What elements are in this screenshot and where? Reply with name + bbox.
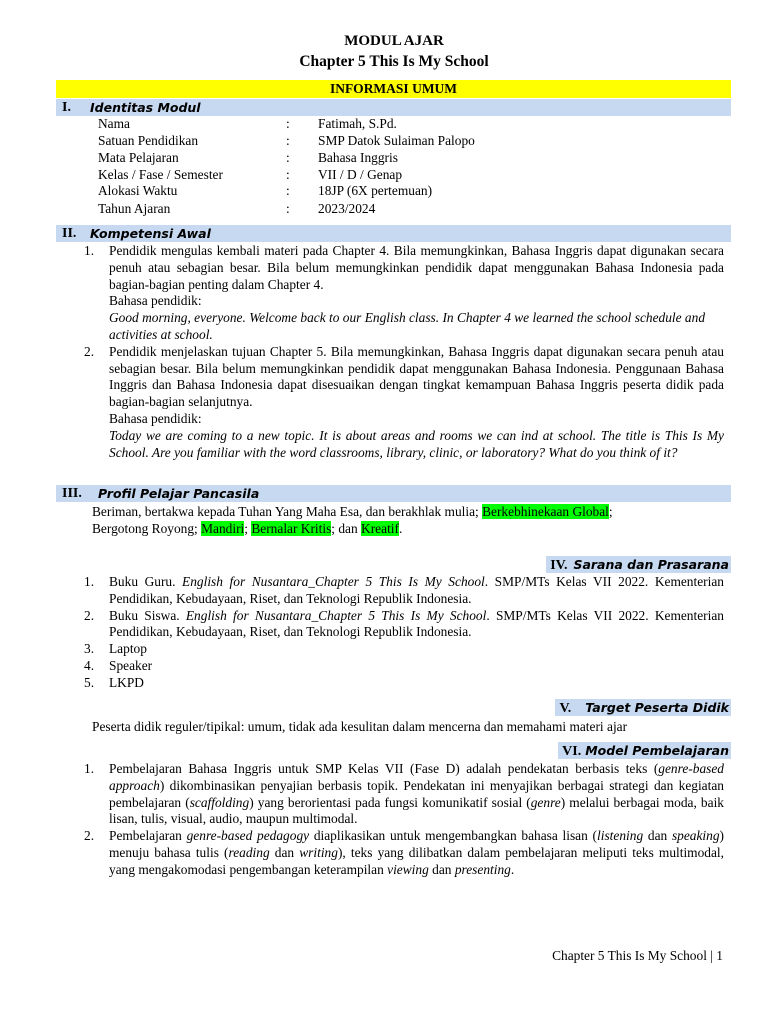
profil-text: Beriman, bertakwa kepada Tuhan Yang Maha Esa, dan berakhlak mulia; <box>92 504 483 519</box>
identitas-key: Nama <box>98 116 130 131</box>
identitas-colon: : <box>286 201 290 216</box>
section-number: VI. <box>562 744 582 759</box>
section-label: Target Peserta Didik <box>585 700 729 715</box>
section-label: Sarana dan Prasarana <box>573 557 729 572</box>
item-text: . SMP/MTs Kelas VII 2022. Kementerian Pendidikan, Kebudayaan, Riset, dan Teknologi Republik Indonesia. <box>109 607 724 640</box>
list-number: 3. <box>84 641 95 657</box>
section-heading-profil <box>56 485 731 502</box>
term: speaking <box>671 828 720 844</box>
item-text: Buku Siswa. <box>109 607 186 623</box>
item-text: Speaker <box>109 657 153 673</box>
book-title: English for Nusantara_Chapter 5 This Is My School <box>182 574 485 589</box>
sarana-list <box>84 574 724 692</box>
item-text: . SMP/MTs Kelas VII 2022. Kementerian Pendidikan, Kebudayaan, Riset, dan Teknologi Republik Indonesia. <box>109 574 724 606</box>
teacher-speech: Good morning, everyone. Welcome back to our English class. In Chapter 4 we learned the school schedule and activities at school. <box>109 310 706 342</box>
list-item <box>84 761 724 828</box>
section-number: II. <box>62 226 77 241</box>
model-list <box>84 761 724 879</box>
list-item <box>84 641 724 658</box>
document-title: MODUL AJAR <box>344 33 444 49</box>
identitas-colon: : <box>286 150 290 165</box>
term: genre-based approach <box>109 761 724 793</box>
identitas-key: Tahun Ajaran <box>98 201 171 216</box>
list-number: 2. <box>84 343 95 359</box>
teacher-speech: Today we are coming to a new topic. It is about areas and rooms we can ind at school. The title is This Is My School. Are you familiar with the word classrooms, library, clinic, or laboratory? What do you think of it? <box>109 427 724 460</box>
list-item <box>84 243 724 344</box>
item-text: diaplikasikan untuk mengembangkan bahasa lisan ( <box>309 828 598 844</box>
separator: ; <box>244 521 252 536</box>
separator: ; <box>608 504 613 519</box>
section-number: I. <box>62 100 71 115</box>
term: writing <box>299 844 338 860</box>
profil-paragraph-line2 <box>92 520 732 537</box>
identitas-key: Alokasi Waktu <box>98 183 178 198</box>
list-number: 1. <box>84 243 95 258</box>
list-number: 2. <box>84 607 95 623</box>
term: listening <box>597 828 644 844</box>
list-item <box>84 675 724 692</box>
identitas-key: Mata Pelajaran <box>98 150 179 165</box>
item-text: ) melalui berbagai moda, baik lisan, tulis, visual, audio, maupun multimodal. <box>109 794 724 827</box>
list-number: 5. <box>84 674 95 690</box>
paragraph-label: Bahasa pendidik: <box>109 293 202 309</box>
item-text: ), teks yang dilibatkan dalam pembelajaran meliputi teks multimodal, yang mengakomodasi pengembangan keterampilan <box>109 844 725 877</box>
section-heading-model <box>558 742 731 759</box>
paragraph: Pendidik mengulas kembali materi pada Chapter 4. Bila memungkinkan, Bahasa Inggris dapat digunakan secara penuh atau sebagian besar. Bila belum memungkinkan pendidik dapat menggunakan Bahasa Indonesia pada bagian-bagian penting dalam Chapter 4. <box>109 243 724 292</box>
item-text: ) menuju bahasa tulis ( <box>109 828 725 860</box>
separator: . <box>398 521 403 536</box>
section-number: IV. <box>550 558 568 573</box>
section-heading-identitas <box>56 99 731 116</box>
profil-text: Bergotong Royong; <box>92 521 202 536</box>
identitas-colon: : <box>286 183 290 198</box>
identitas-value: Fatimah, S.Pd. <box>318 116 397 131</box>
book-title: English for Nusantara_Chapter 5 This Is My School <box>185 607 487 623</box>
term: genre <box>530 794 561 810</box>
section-label: Profil Pelajar Pancasila <box>98 486 260 501</box>
identitas-value: 2023/2024 <box>318 201 376 216</box>
paragraph-label: Bahasa pendidik: <box>109 410 202 426</box>
item-text: ) yang berorientasi pada fungsi komunikatif sosial ( <box>249 794 531 810</box>
list-item <box>84 828 724 878</box>
identitas-colon: : <box>286 133 290 148</box>
separator: ; dan <box>331 521 362 536</box>
section-heading-sarana <box>546 556 731 573</box>
section-heading-kompetensi <box>56 225 731 242</box>
target-paragraph: Peserta didik reguler/tipikal: umum, tidak ada kesulitan dalam mencerna dan memahami materi ajar <box>92 719 628 734</box>
section-heading-target <box>555 699 731 716</box>
list-item <box>84 658 724 675</box>
section-label: Model Pembelajaran <box>585 743 729 758</box>
identitas-colon: : <box>286 167 290 182</box>
highlight-kreatif: Kreatif <box>361 521 399 536</box>
info-bar: INFORMASI UMUM <box>56 80 731 98</box>
highlight-bernalar-kritis: Bernalar Kritis <box>251 521 332 536</box>
item-text: Buku Guru. <box>109 574 183 589</box>
document-subtitle: Chapter 5 This Is My School <box>299 53 489 70</box>
highlight-berkebhinekaan: Berkebhinekaan Global <box>482 504 609 519</box>
section-label: Identitas Modul <box>90 100 201 115</box>
list-number: 1. <box>84 761 95 776</box>
paragraph: Pendidik menjelaskan tujuan Chapter 5. Bila memungkinkan, Bahasa Inggris dapat digunakan secara penuh atau sebagian besar. Bila belum memungkinkan pendidik dapat menggunakan Bahasa Indonesia. Penggunaan Bahasa Inggris dan Bahasa Indonesia dapat disesuaikan dengan tingkat kemampuan Bahasa Inggris peserta didik pada bagian-bagian selanjutnya. <box>109 343 724 410</box>
list-number: 2. <box>84 828 95 844</box>
identitas-value: 18JP (6X pertemuan) <box>318 183 433 198</box>
term: viewing <box>387 861 429 877</box>
kompetensi-list <box>84 243 724 461</box>
item-text: dan <box>428 861 455 877</box>
section-label: Kompetensi Awal <box>90 226 211 241</box>
list-item <box>84 574 724 608</box>
term: presenting <box>454 861 511 877</box>
item-text: . <box>510 861 515 877</box>
item-text: Laptop <box>109 641 147 657</box>
item-text: Pembelajaran Bahasa Inggris untuk SMP Kelas VII (Fase D) adalah pendekatan berbasis teks ( <box>109 761 659 776</box>
identitas-value: SMP Datok Sulaiman Palopo <box>318 133 475 148</box>
identitas-colon: : <box>286 116 290 131</box>
identitas-key: Satuan Pendidikan <box>98 133 199 148</box>
term: reading <box>228 844 270 860</box>
identitas-value: Bahasa Inggris <box>318 150 398 165</box>
term: genre-based pedagogy <box>186 828 310 844</box>
item-text: ) dikombinasikan penyajian berbasis topik. Pendekatan ini menyajikan berbagai strategi dan kegiatan pembelajaran ( <box>109 777 724 810</box>
term: scaffolding <box>189 794 250 810</box>
highlight-mandiri: Mandiri <box>201 521 245 536</box>
identitas-value: VII / D / Genap <box>318 167 403 182</box>
item-text: dan <box>269 844 300 860</box>
item-text: Pembelajaran <box>109 828 187 844</box>
list-number: 1. <box>84 574 95 589</box>
profil-paragraph <box>92 503 732 520</box>
identitas-key: Kelas / Fase / Semester <box>98 167 223 182</box>
list-item <box>84 608 724 642</box>
list-number: 4. <box>84 657 95 673</box>
page-footer: Chapter 5 This Is My School | 1 <box>552 948 723 963</box>
item-text: LKPD <box>109 674 144 690</box>
item-text: dan <box>643 828 672 844</box>
list-item <box>84 344 724 462</box>
section-number: III. <box>62 486 82 501</box>
section-number: V. <box>559 701 572 716</box>
